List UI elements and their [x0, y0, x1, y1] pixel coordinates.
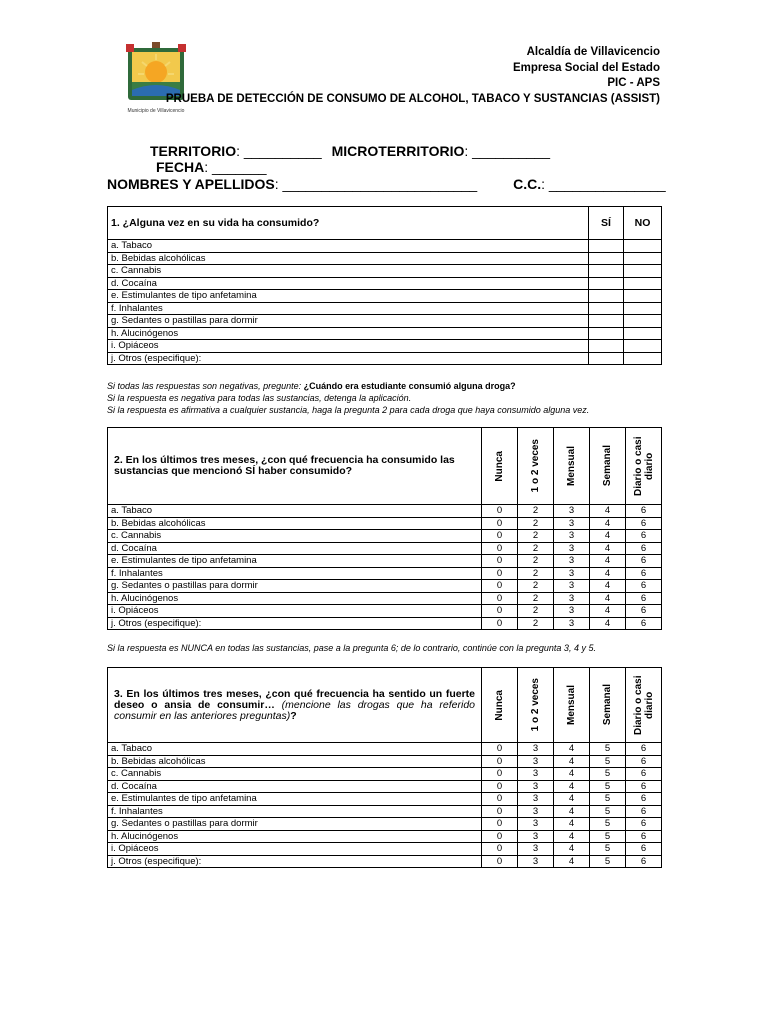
score-cell[interactable]: 6: [626, 555, 662, 568]
score-cell[interactable]: 5: [590, 768, 626, 781]
score-cell[interactable]: 3: [554, 505, 590, 518]
score-cell[interactable]: 3: [554, 617, 590, 630]
score-cell[interactable]: 0: [482, 755, 518, 768]
score-cell[interactable]: 6: [626, 592, 662, 605]
score-cell[interactable]: 3: [554, 592, 590, 605]
score-cell[interactable]: 4: [590, 542, 626, 555]
table-row: [108, 843, 662, 856]
score-cell[interactable]: 4: [554, 743, 590, 756]
substance-label: j. Otros (especifique):: [108, 352, 589, 365]
table-row: [108, 555, 662, 568]
score-cell[interactable]: 4: [554, 843, 590, 856]
score-cell[interactable]: 6: [626, 517, 662, 530]
score-cell[interactable]: 6: [626, 743, 662, 756]
substance-label: c. Cannabis: [108, 768, 482, 781]
score-cell[interactable]: 4: [554, 768, 590, 781]
table-row: [108, 240, 662, 253]
answer-cell-no[interactable]: [624, 302, 662, 315]
table-row: [108, 617, 662, 630]
table-row: [108, 265, 662, 278]
score-cell[interactable]: 0: [482, 805, 518, 818]
score-cell[interactable]: 6: [626, 768, 662, 781]
score-cell[interactable]: 6: [626, 793, 662, 806]
score-cell[interactable]: 3: [518, 818, 554, 831]
score-cell[interactable]: 4: [590, 505, 626, 518]
score-cell[interactable]: 0: [482, 743, 518, 756]
score-cell[interactable]: 6: [626, 542, 662, 555]
score-cell[interactable]: 2: [518, 505, 554, 518]
q2-question: 2. En los últimos tres meses, ¿con qué frecuencia ha consumido las sustancias que mencionó SÍ haber consumido?: [108, 428, 482, 505]
answer-cell-no[interactable]: [624, 277, 662, 290]
q3-question-text: 3. En los últimos tres meses, ¿con qué frecuencia ha sentido un fuerte deseo o ansia de consumir…: [114, 687, 475, 711]
answer-cell-si[interactable]: [589, 290, 624, 303]
score-cell[interactable]: 6: [626, 780, 662, 793]
instruction-line: Si la respuesta es afirmativa a cualquier sustancia, haga la pregunta 2 para cada droga que haya consumido alguna vez.: [107, 405, 590, 415]
table-row: [108, 252, 662, 265]
substance-label: e. Estimulantes de tipo anfetamina: [108, 555, 482, 568]
score-cell[interactable]: 0: [482, 818, 518, 831]
q2-col-header: Diario o casi diario: [626, 428, 662, 505]
score-cell[interactable]: 5: [590, 830, 626, 843]
score-cell[interactable]: 5: [590, 843, 626, 856]
answer-cell-si[interactable]: [589, 277, 624, 290]
score-cell[interactable]: 6: [626, 830, 662, 843]
substance-label: h. Alucinógenos: [108, 830, 482, 843]
table-row: [108, 830, 662, 843]
score-cell[interactable]: 6: [626, 580, 662, 593]
score-cell[interactable]: 3: [518, 780, 554, 793]
score-cell[interactable]: 2: [518, 605, 554, 618]
substance-label: a. Tabaco: [108, 240, 589, 253]
substance-label: d. Cocaína: [108, 277, 589, 290]
score-cell[interactable]: 0: [482, 542, 518, 555]
substance-label: i. Opiáceos: [108, 340, 589, 353]
score-cell[interactable]: 0: [482, 768, 518, 781]
score-cell[interactable]: 0: [482, 843, 518, 856]
q3-col-header: Nunca: [482, 668, 518, 743]
score-cell[interactable]: 4: [554, 830, 590, 843]
answer-cell-si[interactable]: [589, 340, 624, 353]
answer-cell-si[interactable]: [589, 240, 624, 253]
table-row: [108, 755, 662, 768]
table-row: [108, 542, 662, 555]
substance-label: c. Cannabis: [108, 265, 589, 278]
identity-fields-row: [107, 176, 667, 192]
answer-cell-no[interactable]: [624, 352, 662, 365]
score-cell[interactable]: 4: [590, 580, 626, 593]
score-cell[interactable]: 3: [554, 530, 590, 543]
score-cell[interactable]: 2: [518, 567, 554, 580]
table-row: [108, 780, 662, 793]
table-row: [108, 605, 662, 618]
substance-label: g. Sedantes o pastillas para dormir: [108, 818, 482, 831]
answer-cell-no[interactable]: [624, 265, 662, 278]
answer-cell-no[interactable]: [624, 290, 662, 303]
score-cell[interactable]: 5: [590, 855, 626, 868]
substance-label: d. Cocaína: [108, 542, 482, 555]
score-cell[interactable]: 3: [554, 542, 590, 555]
score-cell[interactable]: 4: [554, 793, 590, 806]
table-row: [108, 315, 662, 328]
substance-label: a. Tabaco: [108, 743, 482, 756]
score-cell[interactable]: 6: [626, 818, 662, 831]
substance-label: f. Inhalantes: [108, 302, 589, 315]
score-cell[interactable]: 0: [482, 605, 518, 618]
score-cell[interactable]: 3: [554, 605, 590, 618]
substance-label: i. Opiáceos: [108, 605, 482, 618]
answer-cell-no[interactable]: [624, 252, 662, 265]
answer-cell-si[interactable]: [589, 352, 624, 365]
instruction-line: [107, 380, 667, 392]
q2-col-header: Mensual: [554, 428, 590, 505]
score-cell[interactable]: 3: [518, 830, 554, 843]
header-line: Alcaldía de Villavicencio: [526, 46, 660, 58]
score-cell[interactable]: 4: [554, 755, 590, 768]
substance-label: i. Opiáceos: [108, 843, 482, 856]
score-cell[interactable]: 3: [554, 517, 590, 530]
score-cell[interactable]: 5: [590, 780, 626, 793]
answer-cell-si[interactable]: [589, 327, 624, 340]
score-cell[interactable]: 4: [554, 805, 590, 818]
score-cell[interactable]: 0: [482, 505, 518, 518]
answer-cell-no[interactable]: [624, 240, 662, 253]
answer-cell-si[interactable]: [589, 265, 624, 278]
score-cell[interactable]: 3: [554, 555, 590, 568]
table-row: [108, 517, 662, 530]
substance-label: e. Estimulantes de tipo anfetamina: [108, 793, 482, 806]
score-cell[interactable]: 2: [518, 517, 554, 530]
score-cell[interactable]: 4: [590, 617, 626, 630]
territorio-label: TERRITORIO: [150, 143, 237, 159]
document-header: [166, 45, 660, 107]
header-line: Empresa Social del Estado: [512, 61, 660, 74]
microterritorio-label: MICROTERRITORIO: [331, 143, 465, 159]
score-cell[interactable]: 6: [626, 505, 662, 518]
table-row: [108, 302, 662, 315]
score-cell[interactable]: 3: [518, 805, 554, 818]
table-row: [108, 340, 662, 353]
score-cell[interactable]: 4: [590, 555, 626, 568]
score-cell[interactable]: 3: [518, 743, 554, 756]
fecha-label: FECHA: [156, 159, 205, 175]
territorio-blank: : __________: [236, 143, 322, 159]
score-cell[interactable]: 6: [626, 755, 662, 768]
score-cell[interactable]: 2: [518, 530, 554, 543]
table-row: [108, 352, 662, 365]
nombres-blank: : _________________________: [274, 176, 478, 192]
score-cell[interactable]: 2: [518, 617, 554, 630]
score-cell[interactable]: 5: [590, 818, 626, 831]
score-cell[interactable]: 0: [482, 567, 518, 580]
substance-label: g. Sedantes o pastillas para dormir: [108, 315, 589, 328]
q1-question: 1. ¿Alguna vez en su vida ha consumido?: [108, 207, 589, 240]
q1-col-si: SÍ: [589, 207, 624, 240]
table-row: [108, 592, 662, 605]
score-cell[interactable]: 2: [518, 580, 554, 593]
score-cell[interactable]: 4: [590, 517, 626, 530]
score-cell[interactable]: 0: [482, 580, 518, 593]
table-row: [108, 327, 662, 340]
answer-cell-si[interactable]: [589, 302, 624, 315]
answer-cell-si[interactable]: [589, 315, 624, 328]
q2-col-header: Semanal: [590, 428, 626, 505]
substance-label: c. Cannabis: [108, 530, 482, 543]
nombres-field[interactable]: [107, 176, 477, 192]
fecha-field[interactable]: [156, 159, 267, 175]
score-cell[interactable]: 6: [626, 617, 662, 630]
substance-label: g. Sedantes o pastillas para dormir: [108, 580, 482, 593]
table-row: [108, 277, 662, 290]
score-cell[interactable]: 0: [482, 592, 518, 605]
cc-field[interactable]: [513, 176, 666, 192]
q3-question-end: ?: [290, 709, 297, 722]
score-cell[interactable]: 4: [590, 567, 626, 580]
substance-label: b. Bebidas alcohólicas: [108, 252, 589, 265]
score-cell[interactable]: 0: [482, 617, 518, 630]
score-cell[interactable]: 5: [590, 755, 626, 768]
answer-cell-no[interactable]: [624, 340, 662, 353]
fecha-blank: : _______: [204, 159, 267, 175]
score-cell[interactable]: 0: [482, 530, 518, 543]
substance-label: d. Cocaína: [108, 780, 482, 793]
score-cell[interactable]: 0: [482, 793, 518, 806]
table-row: [108, 818, 662, 831]
q2-col-header: 1 o 2 veces: [518, 428, 554, 505]
q3-col-header: 1 o 2 veces: [518, 668, 554, 743]
score-cell[interactable]: 6: [626, 805, 662, 818]
q1-instructions: [107, 380, 667, 416]
header-line: PIC - APS: [607, 77, 660, 89]
score-cell[interactable]: 4: [590, 592, 626, 605]
score-cell[interactable]: 2: [518, 555, 554, 568]
answer-cell-si[interactable]: [589, 252, 624, 265]
table-row: [108, 743, 662, 756]
score-cell[interactable]: 0: [482, 780, 518, 793]
substance-label: b. Bebidas alcohólicas: [108, 755, 482, 768]
cc-label: C.C.: [513, 176, 542, 192]
score-cell[interactable]: 3: [518, 755, 554, 768]
microterritorio-blank: : __________: [464, 143, 550, 159]
instruction-text: Si todas las respuestas son negativas, pregunte:: [107, 381, 304, 391]
score-cell[interactable]: 2: [518, 592, 554, 605]
table-row: [108, 530, 662, 543]
q2-col-header: Nunca: [482, 428, 518, 505]
q1-table: [107, 206, 662, 365]
q1-col-no: NO: [624, 207, 662, 240]
q3-col-header: Semanal: [590, 668, 626, 743]
answer-cell-no[interactable]: [624, 327, 662, 340]
score-cell[interactable]: 3: [554, 567, 590, 580]
score-cell[interactable]: 3: [518, 768, 554, 781]
logo-caption: Municipio de Villavicencio: [127, 108, 185, 114]
score-cell[interactable]: 6: [626, 605, 662, 618]
q3-table: [107, 667, 662, 868]
score-cell[interactable]: 3: [518, 793, 554, 806]
q3-question: [108, 668, 482, 743]
score-cell[interactable]: 6: [626, 843, 662, 856]
q2-instructions: Si la respuesta es NUNCA en todas las sustancias, pase a la pregunta 6; de lo contrario, continúe con la pregunta 3, 4 y 5.: [107, 643, 596, 653]
score-cell[interactable]: 6: [626, 530, 662, 543]
territory-fields-row: [150, 143, 670, 175]
document-title: PRUEBA DE DETECCIÓN DE CONSUMO DE ALCOHOL, TABACO Y SUSTANCIAS (ASSIST): [165, 92, 660, 105]
substance-label: e. Estimulantes de tipo anfetamina: [108, 290, 589, 303]
q3-question-hint: (mencione las drogas que ha referido consumir en las anteriores preguntas): [114, 698, 476, 722]
table-row: [108, 290, 662, 303]
cc-blank: : _______________: [541, 176, 666, 192]
score-cell[interactable]: 5: [590, 743, 626, 756]
score-cell[interactable]: 3: [554, 580, 590, 593]
table-row: [108, 580, 662, 593]
q3-col-header: Mensual: [554, 668, 590, 743]
score-cell[interactable]: 4: [590, 530, 626, 543]
score-cell[interactable]: 6: [626, 855, 662, 868]
q3-col-header: Diario o casi diario: [626, 668, 662, 743]
table-row: [108, 768, 662, 781]
nombres-label: NOMBRES Y APELLIDOS: [107, 176, 275, 192]
substance-label: f. Inhalantes: [108, 567, 482, 580]
answer-cell-no[interactable]: [624, 315, 662, 328]
score-cell[interactable]: 3: [518, 843, 554, 856]
table-row: [108, 855, 662, 868]
substance-label: h. Alucinógenos: [108, 327, 589, 340]
table-row: [108, 505, 662, 518]
score-cell[interactable]: 5: [590, 805, 626, 818]
score-cell[interactable]: 4: [554, 855, 590, 868]
q2-table: [107, 427, 662, 630]
score-cell[interactable]: 4: [554, 818, 590, 831]
score-cell[interactable]: 4: [590, 605, 626, 618]
instruction-line: Si la respuesta es negativa para todas las sustancias, detenga la aplicación.: [107, 393, 412, 403]
score-cell[interactable]: 0: [482, 855, 518, 868]
score-cell[interactable]: 0: [482, 830, 518, 843]
table-row: [108, 793, 662, 806]
score-cell[interactable]: 3: [518, 855, 554, 868]
substance-label: j. Otros (especifique):: [108, 855, 482, 868]
score-cell[interactable]: 2: [518, 542, 554, 555]
territorio-field[interactable]: [150, 143, 322, 159]
microterritorio-field[interactable]: [332, 143, 550, 159]
table-row: [108, 567, 662, 580]
substance-label: f. Inhalantes: [108, 805, 482, 818]
score-cell[interactable]: 6: [626, 567, 662, 580]
score-cell[interactable]: 5: [590, 793, 626, 806]
substance-label: h. Alucinógenos: [108, 592, 482, 605]
score-cell[interactable]: 0: [482, 517, 518, 530]
substance-label: a. Tabaco: [108, 505, 482, 518]
table-row: [108, 805, 662, 818]
instruction-question: ¿Cuándo era estudiante consumió alguna droga?: [303, 381, 516, 391]
substance-label: b. Bebidas alcohólicas: [108, 517, 482, 530]
score-cell[interactable]: 4: [554, 780, 590, 793]
score-cell[interactable]: 0: [482, 555, 518, 568]
substance-label: j. Otros (especifique):: [108, 617, 482, 630]
